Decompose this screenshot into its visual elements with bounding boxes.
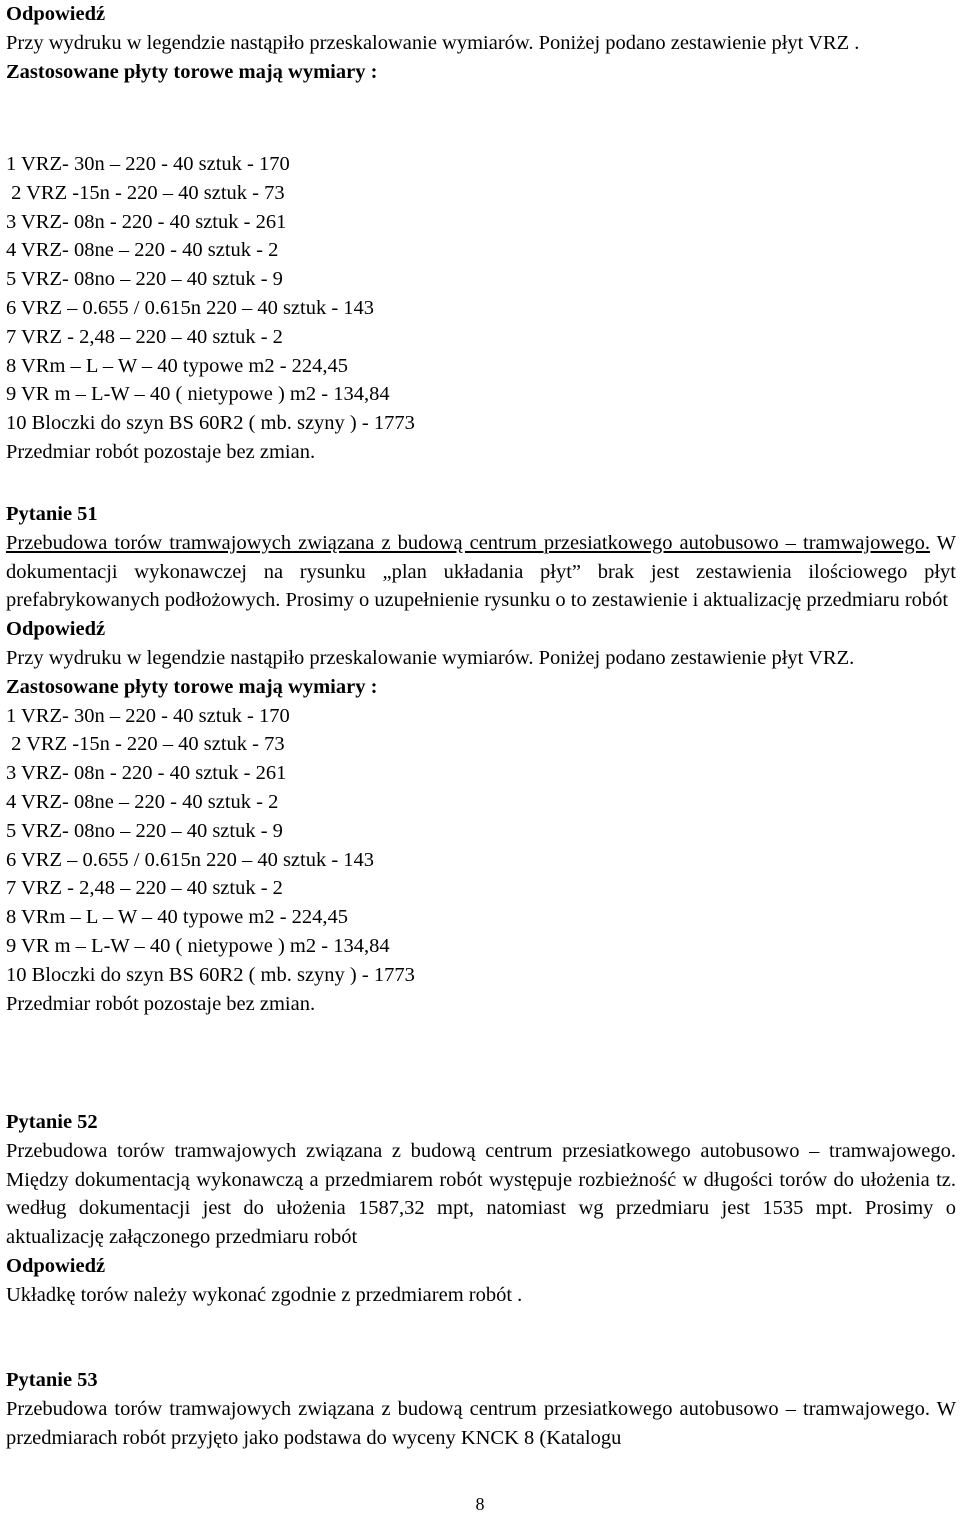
- answer-heading: Odpowiedź: [6, 1254, 106, 1277]
- list-item: 8 VRm – L – W – 40 typowe m2 - 224,45: [6, 354, 349, 377]
- list-item: 5 VRZ- 08no – 220 – 40 sztuk - 9: [6, 268, 283, 291]
- list-item: 3 VRZ- 08n - 220 - 40 sztuk - 261: [6, 762, 287, 785]
- list-item: 7 VRZ - 2,48 – 220 – 40 sztuk - 2: [6, 877, 283, 900]
- question-text: [6, 1137, 956, 1252]
- list-item: 9 VR m – L-W – 40 ( nietypowe ) m2 - 134,84: [6, 934, 390, 957]
- list-item: 6 VRZ – 0.655 / 0.615n 220 – 40 sztuk - 143: [6, 296, 375, 319]
- answer-text: Układkę torów należy wykonać zgodnie z przedmiarem robót .: [6, 1283, 523, 1306]
- question-52: [6, 1108, 956, 1310]
- question-text: [6, 529, 956, 615]
- closing-text: Przedmiar robót pozostaje bez zmian.: [6, 440, 316, 463]
- list-item: 4 VRZ- 08ne – 220 - 40 sztuk - 2: [6, 790, 279, 813]
- list-item: 5 VRZ- 08no – 220 – 40 sztuk - 9: [6, 819, 283, 842]
- list-item: 7 VRZ - 2,48 – 220 – 40 sztuk - 2: [6, 325, 283, 348]
- list-item: 1 VRZ- 30n – 220 - 40 sztuk - 170: [6, 704, 290, 727]
- page-number: 8: [475, 1494, 485, 1514]
- question-body: Między dokumentacją wykonawczą a przedmiarem robót występuje rozbieżność w długości torów do ułożenia tz. według dokumentacji jest do ułożenia 1587,32 mpt, natomiast wg przedmiaru jest 1535 mpt. Prosimy o aktualizację załączonego przedmiaru robót: [6, 1168, 956, 1249]
- question-51: [6, 500, 956, 1018]
- question-53: [6, 1366, 956, 1452]
- question-subject: Przebudowa torów tramwajowych związana z budową centrum przesiatkowego autobusowo – tramwajowego.: [6, 531, 930, 554]
- plate-list-1: [6, 150, 956, 467]
- list-item: 3 VRZ- 08n - 220 - 40 sztuk - 261: [6, 210, 287, 233]
- question-title: Pytanie 51: [6, 503, 98, 525]
- answer-intro: Przy wydruku w legendzie nastąpiło przeskalowanie wymiarów. Poniżej podano zestawienie płyt VRZ .: [6, 31, 860, 54]
- question-text: Przebudowa torów tramwajowych związana z budową centrum przesiatkowego autobusowo – tramwajowego. W przedmiarach robót przyjęto jako podstawa do wyceny KNCK 8 (Katalogu: [6, 1397, 956, 1449]
- answer-subheading: Zastosowane płyty torowe mają wymiary :: [6, 675, 378, 698]
- question-title: Pytanie 53: [6, 1369, 98, 1391]
- list-item: 4 VRZ- 08ne – 220 - 40 sztuk - 2: [6, 239, 279, 262]
- closing-text: Przedmiar robót pozostaje bez zmian.: [6, 992, 316, 1015]
- question-title: Pytanie 52: [6, 1111, 98, 1133]
- answer-subheading: Zastosowane płyty torowe mają wymiary :: [6, 60, 378, 83]
- list-item: 2 VRZ -15n - 220 – 40 sztuk - 73: [6, 733, 285, 756]
- list-item: 1 VRZ- 30n – 220 - 40 sztuk - 170: [6, 153, 290, 175]
- list-item: 10 Bloczki do szyn BS 60R2 ( mb. szyny ) - 1773: [6, 963, 415, 986]
- answer-heading: Odpowiedź: [6, 3, 106, 25]
- list-item: 8 VRm – L – W – 40 typowe m2 - 224,45: [6, 906, 349, 929]
- list-item: 2 VRZ -15n - 220 – 40 sztuk - 73: [6, 181, 285, 204]
- list-item: 6 VRZ – 0.655 / 0.615n 220 – 40 sztuk - 143: [6, 848, 375, 871]
- question-subject: Przebudowa torów tramwajowych związana z budową centrum przesiatkowego autobusowo – tramwajowego.: [6, 1139, 956, 1162]
- list-item: 10 Bloczki do szyn BS 60R2 ( mb. szyny ) - 1773: [6, 412, 415, 435]
- answer-intro: Przy wydruku w legendzie nastąpiło przeskalowanie wymiarów. Poniżej podano zestawienie płyt VRZ.: [6, 646, 855, 669]
- answer-block-1: [6, 0, 956, 86]
- question-body: W dokumentacji wykonawczej na rysunku „plan układania płyt” brak jest zestawienia ilościowego płyt prefabrykowanych podłożowych. Prosimy o uzupełnienie rysunku o to zestawienie i aktualizację przedmiaru robót: [6, 531, 956, 612]
- list-item: 9 VR m – L-W – 40 ( nietypowe ) m2 - 134,84: [6, 383, 390, 406]
- answer-heading: Odpowiedź: [6, 618, 106, 641]
